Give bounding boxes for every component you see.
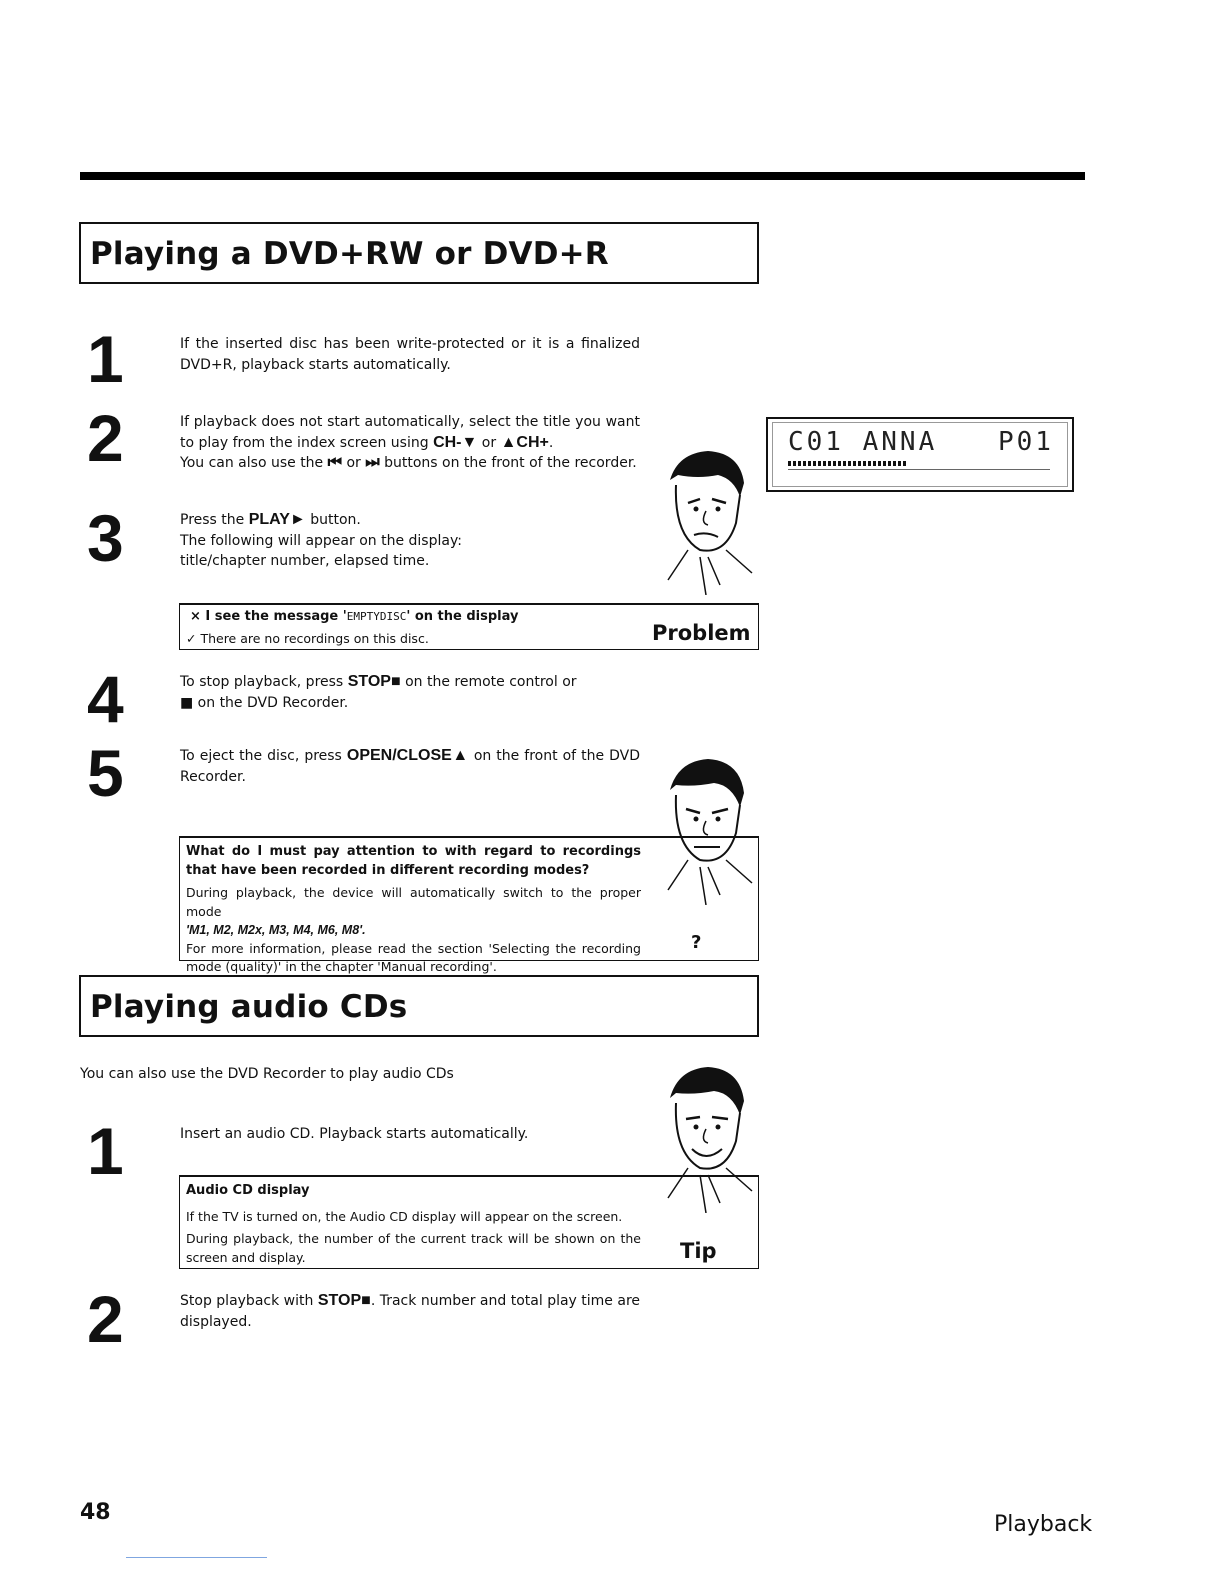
- step-text: Press the PLAY► button. The following will appear on the display: title/chapter number, elapsed time.: [180, 511, 462, 569]
- stop-key: STOP■: [347, 673, 401, 690]
- tip-text: If the TV is turned on, the Audio CD display will appear on the screen.: [186, 1209, 623, 1224]
- recording-modes: 'M1, M2, M2x, M3, M4, M6, M8'.: [186, 923, 366, 937]
- section-header-cd: [79, 975, 759, 1037]
- step-text: To stop playback, press STOP■ on the remote control or ■ on the DVD Recorder.: [180, 673, 577, 711]
- question-title: What do I must pay attention to with regard to recordings that have been recorded in different recording modes?: [186, 844, 641, 878]
- step-number: 4: [87, 662, 124, 736]
- tip-tag: Tip: [680, 1239, 717, 1263]
- section-header-dvd: [79, 222, 759, 284]
- ch-down-key: CH-▼: [433, 433, 478, 451]
- step-number: 3: [87, 501, 124, 575]
- step-number: 2: [87, 401, 124, 475]
- ch-up-key: ▲CH+: [500, 433, 549, 451]
- step-number: 1: [87, 322, 124, 396]
- stop-key: STOP■: [317, 1292, 371, 1309]
- open-close-key: OPEN/CLOSE▲: [346, 747, 469, 764]
- step-number: 1: [87, 1114, 124, 1188]
- chapter-label: Playback: [994, 1512, 1093, 1537]
- section-intro: You can also use the DVD Recorder to play audio CDs: [80, 1066, 454, 1082]
- next-icon: ⏭: [365, 454, 380, 471]
- section-title: Playing a DVD+RW or DVD+R: [90, 236, 609, 272]
- lcd-message: EMPTYDISC: [346, 610, 407, 623]
- top-rule: [80, 172, 1085, 180]
- question-text: During playback, the device will automatically switch to the proper mode 'M1, M2, M2x, M3, M4, M6, M8'. For more information, please read the section 'Selecting the recording mode (quality)' in the chapter 'Manual recording'.: [186, 885, 641, 974]
- previous-icon: ⏮: [327, 454, 343, 471]
- device-display: [766, 417, 1074, 492]
- display-position: P01: [998, 427, 1054, 457]
- problem-box: [179, 603, 759, 650]
- cartoon-man-icon: [648, 445, 758, 595]
- problem-tag: Problem: [652, 621, 751, 645]
- display-bar: [788, 461, 908, 466]
- step-number: 2: [87, 1282, 124, 1356]
- tip-box: [179, 1175, 759, 1269]
- step-text: If the inserted disc has been write-protected or it is a finalized DVD+R, playback starts automatically.: [180, 336, 640, 373]
- step-text: Stop playback with STOP■. Track number and total play time are displayed.: [180, 1292, 641, 1330]
- step-text: Insert an audio CD. Playback starts automatically.: [180, 1126, 529, 1142]
- step-text: If playback does not start automatically, select the title you want to play from the index screen using CH-▼ or ▲CH+. You can also use the ⏮ or ⏭ buttons on the front of the recorder.: [180, 414, 640, 471]
- footer-line: [126, 1557, 267, 1558]
- question-tag: ?: [691, 932, 702, 953]
- tip-text: During playback, the number of the current track will be shown on the screen and display.: [186, 1231, 641, 1265]
- play-key: PLAY►: [248, 511, 306, 528]
- tip-title: Audio CD display: [186, 1183, 310, 1198]
- step-text: To eject the disc, press OPEN/CLOSE▲ on the front of the DVD Recorder.: [180, 747, 640, 785]
- display-title-chapter: C01 ANNA: [788, 427, 938, 457]
- step-number: 5: [87, 736, 124, 810]
- problem-title: × I see the message 'EMPTYDISC' on the display: [190, 609, 519, 624]
- problem-text: ✓ There are no recordings on this disc.: [186, 631, 429, 646]
- page-number: 48: [80, 1500, 111, 1525]
- section-title: Playing audio CDs: [90, 989, 408, 1025]
- question-box: [179, 836, 759, 974]
